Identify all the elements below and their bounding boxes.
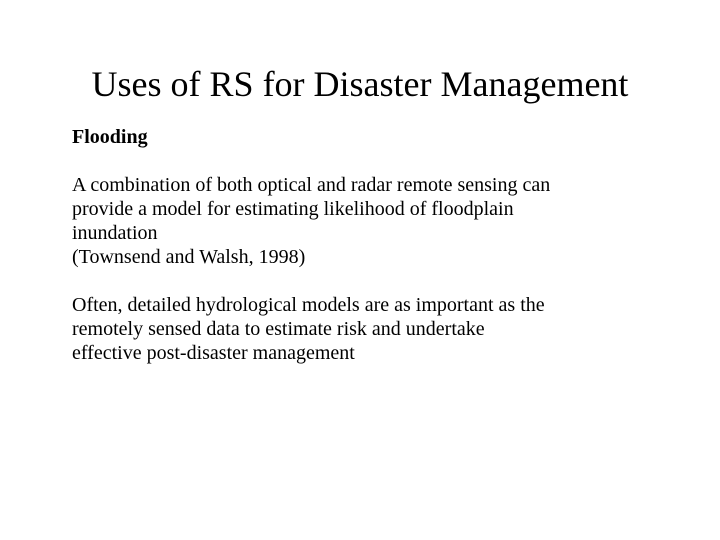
paragraph-line: effective post-disaster management (72, 342, 355, 364)
section-heading: Flooding (72, 126, 148, 148)
paragraph-hydrological-models (72, 293, 692, 365)
paragraph-line: provide a model for estimating likelihood of floodplain (72, 198, 514, 220)
paragraph-line: A combination of both optical and radar remote sensing can (72, 174, 551, 196)
paragraph-line: Often, detailed hydrological models are as important as the (72, 294, 545, 316)
paragraph-combination (72, 173, 692, 269)
slide-body (72, 122, 692, 365)
paragraph-line: inundation (72, 222, 158, 244)
citation: (Townsend and Walsh, 1998) (72, 246, 306, 268)
slide-title: Uses of RS for Disaster Management (91, 64, 629, 104)
paragraph-line: remotely sensed data to estimate risk and undertake (72, 318, 485, 340)
